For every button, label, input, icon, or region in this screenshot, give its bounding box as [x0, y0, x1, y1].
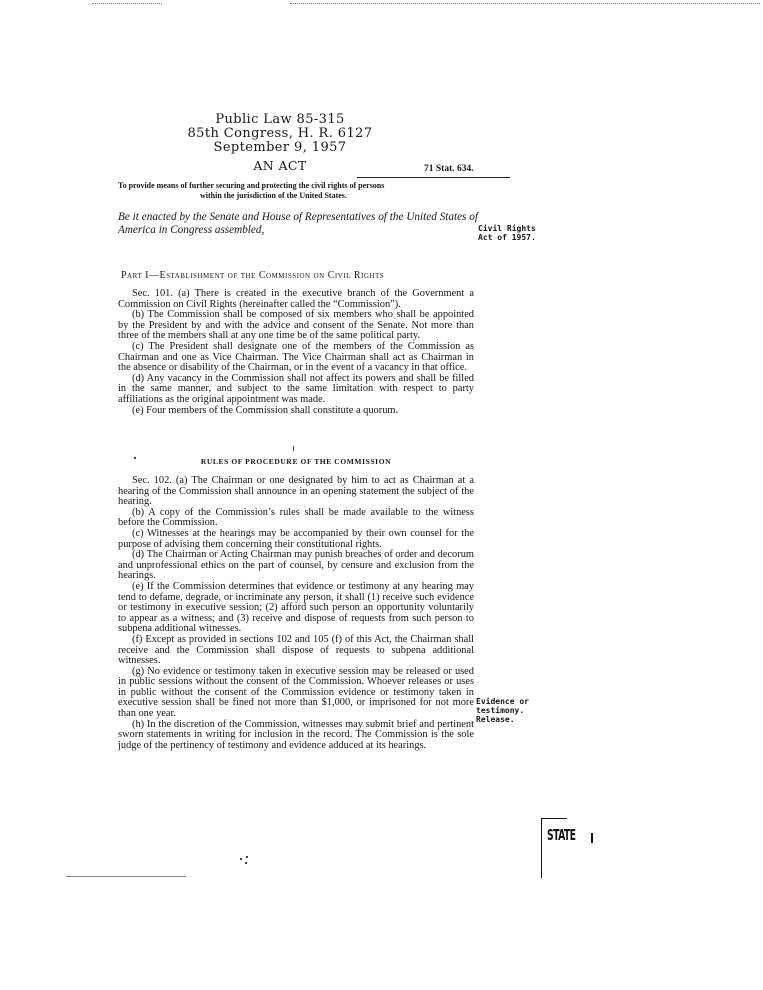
- stamp-bracket: [541, 818, 567, 819]
- paragraph: (d) The Chairman or Acting Chairman may punish breaches of order and decorum and unprofessional ethics on the part of counsel, by censure and exclusion from the hearings.: [118, 549, 474, 582]
- public-law-number: Public Law 85-315: [215, 112, 345, 127]
- paragraph: (h) In the discretion of the Commission, witnesses may submit brief and pertinent sworn statements in writing for inclusion in the record. The Commission is the sole judge of the pertinency of testimony and evidence adduced at its hearings.: [118, 718, 474, 751]
- paragraph: (g) No evidence or testimony taken in executive session may be released or used in public sessions without the consent of the Commission. Whoever releases or uses in public without the consent of the Commission evidence or testimony taken in executive session shall be fined not more than $1,000, or imprisoned for not more than one year.: [118, 665, 474, 720]
- scan-edge-mark: [66, 876, 186, 877]
- purpose-line-2: within the jurisdiction of the United States.: [200, 191, 347, 200]
- header-rule: [357, 177, 510, 178]
- paragraph: Sec. 102. (a) The Chairman or one designated by him to act as Chairman at a hearing of the Commission shall announce in an opening statement the subject of the hearing.: [118, 475, 474, 508]
- margin-note-civil-rights: Civil Rights Act of 1957.: [478, 224, 536, 242]
- scan-speck: [293, 446, 294, 451]
- paragraph: (e) If the Commission determines that evidence or testimony at any hearing may tend to defame, degrade, or incriminate any person, it shall (1) receive such evidence or testimony in executive session; (2) afford such person an opportunity voluntarily to appear as a witness; and (3) receive and dispose of requests from such person to subpena additional witnesses.: [118, 580, 474, 635]
- paragraph: (f) Except as provided in sections 102 and 105 (f) of this Act, the Chairman shall receive and the Commission shall dispose of requests to subpena additional witnesses.: [118, 633, 474, 667]
- statute-reference: 71 Stat. 634.: [424, 164, 474, 174]
- scan-speck: [240, 858, 242, 860]
- rules-heading: RULES OF PROCEDURE OF THE COMMISSION: [200, 457, 392, 466]
- part-heading: Part I—Establishment of the Commission on Civil Rights: [121, 270, 385, 281]
- act-purpose: [118, 181, 490, 201]
- scan-speck: [134, 457, 136, 459]
- paragraph: Sec. 101. (a) There is created in the executive branch of the Government a Commission on Civil Rights (hereinafter called the “Commission”).: [118, 288, 474, 310]
- enacting-clause: Be it enacted by the Senate and House of Representatives of the United States of America in Congress assembled,: [118, 211, 478, 236]
- scan-speck: [246, 856, 248, 858]
- scan-speck: [245, 862, 247, 864]
- enactment-date: September 9, 1957: [213, 140, 347, 155]
- stamp-text: STATE: [547, 826, 576, 844]
- margin-note-evidence: Evidence or testimony. Release.: [476, 697, 529, 724]
- stamp-fragment: [591, 833, 593, 843]
- paragraph: (b) The Commission shall be composed of six members who shall be appointed by the President by and with the advice and consent of the Senate. Not more than three of the members shall at any one time be of the same political party.: [118, 309, 474, 342]
- act-title: AN ACT: [253, 158, 307, 173]
- section-102: [118, 476, 474, 751]
- scan-edge-mark: [92, 3, 162, 4]
- congress-bill-number: 85th Congress, H. R. 6127: [187, 126, 373, 141]
- purpose-line-1: To provide means of further securing and protecting the civil rights of persons: [118, 181, 385, 190]
- paragraph: (e) Four members of the Commission shall constitute a quorum.: [132, 404, 399, 416]
- paragraph: (d) Any vacancy in the Commission shall not affect its powers and shall be filled in the same manner, and subject to the same limitation with respect to party affiliations as the original appointment was made.: [118, 372, 474, 405]
- stamp-bracket: [541, 818, 542, 878]
- paragraph: (c) The President shall designate one of the members of the Commission as Chairman and one as Vice Chairman. The Vice Chairman shall act as Chairman in the absence or disability of the Chairman, or in the event of a vacancy in that office.: [118, 340, 474, 374]
- paragraph: (c) Witnesses at the hearings may be accompanied by their own counsel for the purpose of advising them concerning their constitutional rights.: [118, 527, 474, 550]
- section-101: [118, 289, 474, 416]
- paragraph: (b) A copy of the Commission’s rules shall be made available to the witness before the Commission.: [118, 506, 474, 529]
- scan-edge-mark: [290, 3, 760, 4]
